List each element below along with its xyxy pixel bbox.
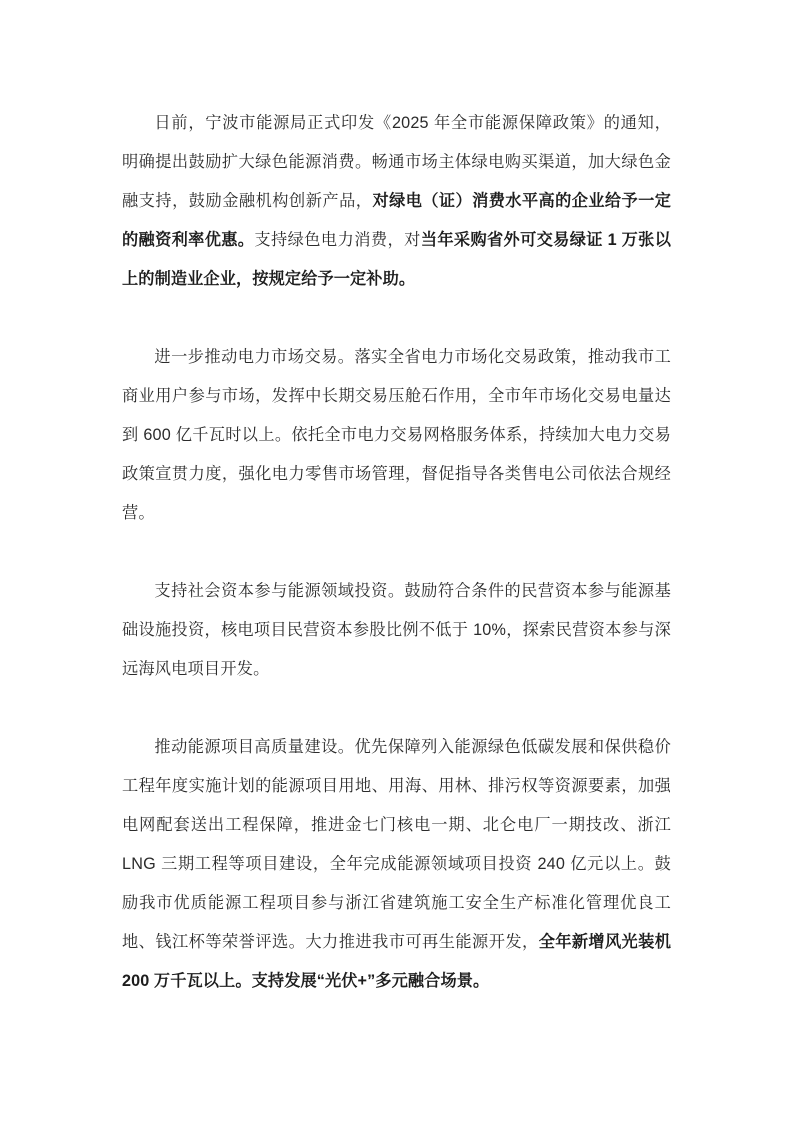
emphasis-run: 当年采购省外可交易绿证 1 万张以上的制造业企业，按规定给予一定补助。 (122, 231, 671, 288)
emphasis-run: 对绿电（证）消费水平高的企业给予一定的融资利率优惠。 (122, 192, 671, 249)
paragraph-3 (122, 572, 671, 689)
paragraph-2 (122, 338, 671, 533)
text-run: 进一步推动电力市场交易。落实全省电力市场化交易政策，推动我市工商业用户参与市场，发挥中长期交易压舱石作用，全市年市场化交易电量达到 600 亿千瓦时以上。依托全市电力交易网格服务体系，持续加大电力交易政策宣贯力度，强化电力零售市场管理，督促指导各类售电公司依法合规经营。 (122, 348, 671, 522)
text-run: 支持绿色电力消费，对 (254, 231, 421, 249)
paragraph-4 (122, 728, 671, 1001)
text-run: 日前，宁波市能源局正式印发《2025 年全市能源保障政策》的通知，明确提出鼓励扩大绿色能源消费。畅通市场主体绿电购买渠道，加大绿色金融支持，鼓励金融机构创新产品， (122, 114, 671, 210)
text-run: 推动能源项目高质量建设。优先保障列入能源绿色低碳发展和保供稳价工程年度实施计划的能源项目用地、用海、用林、排污权等资源要素，加强电网配套送出工程保障，推进金七门核电一期、北仑电厂一期技改、浙江 LNG 三期工程等项目建设，全年完成能源领域项目投资 240 亿元以上。鼓励我市优质能源工程项目参与浙江省建筑施工安全生产标准化管理优良工地、钱江杯等荣誉评选。大力推进我市可再生能源开发， (122, 738, 671, 951)
emphasis-run: 全年新增风光装机 200 万千瓦以上。支持发展“光伏+”多元融合场景。 (122, 933, 671, 990)
document-text-body (122, 104, 671, 1001)
text-run: 支持社会资本参与能源领域投资。鼓励符合条件的民营资本参与能源基础设施投资，核电项目民营资本参股比例不低于 10%，探索民营资本参与深远海风电项目开发。 (122, 582, 671, 678)
paragraph-1 (122, 104, 671, 299)
